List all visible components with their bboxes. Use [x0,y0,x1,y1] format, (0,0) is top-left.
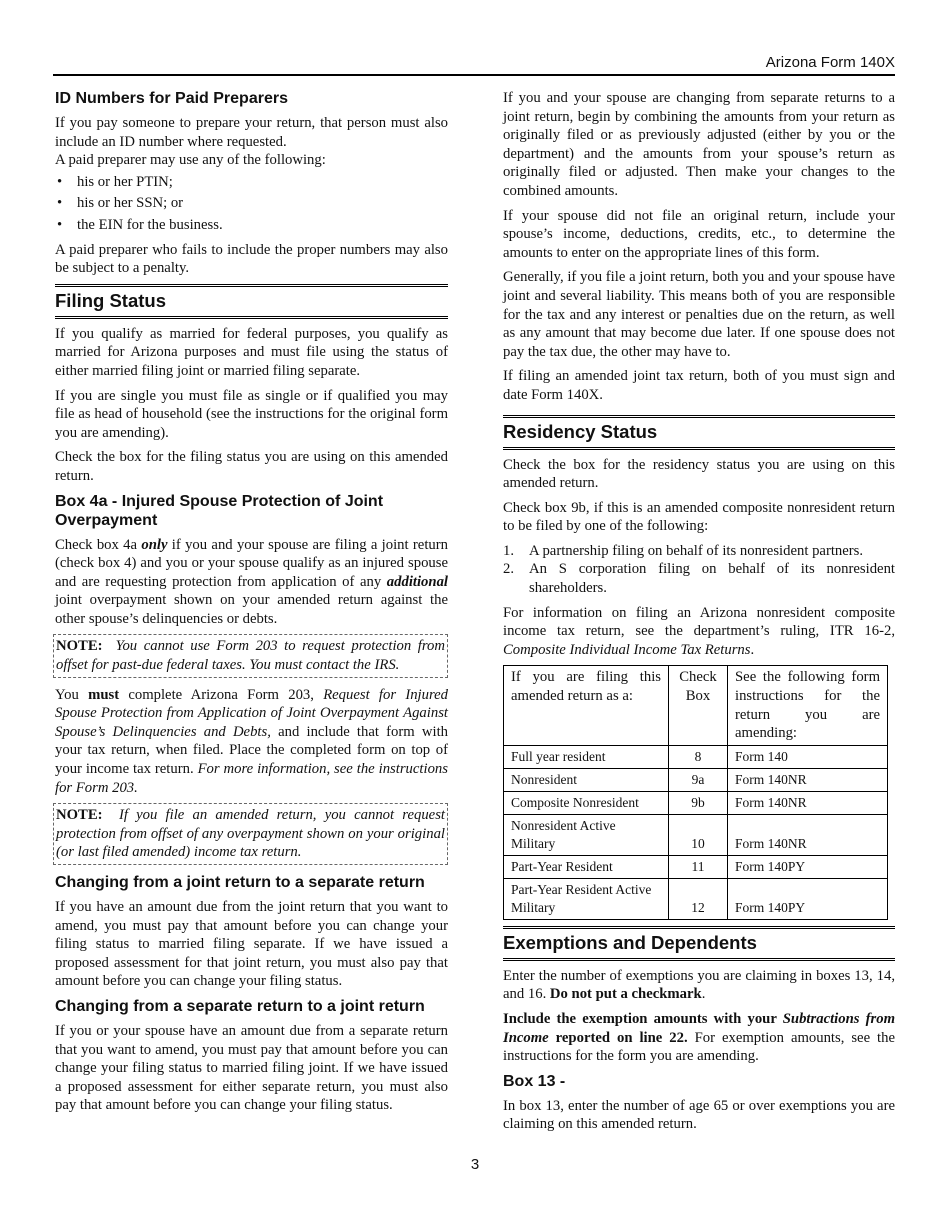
residency-p3: For information on filing an Arizona nonresident composite income tax return, see the department’s ruling, ITR 16-2, Composite Individual Income Tax Returns. [503,604,895,658]
table-row [504,745,888,768]
table-cell: Part-Year Resident Active Military [504,878,669,919]
table-cell: Form 140PY [728,855,888,878]
table-cell: 9a [669,768,728,791]
residency-table [503,665,888,919]
list-item: • his or her PTIN; [57,173,173,190]
joint-to-separate-text: If you have an amount due from the joint return that you want to amend, you must pay that amount before you can change your filing status to married filing separate. If we have issued a proposed assessment for that joint return, you must also pay that amount before you can change your filing status. [55,899,448,990]
box13-text: In box 13, enter the number of age 65 or over exemptions you are claiming on this amended return. [503,1097,895,1133]
table-cell: Form 140NR [728,768,888,791]
table-cell: 11 [669,855,728,878]
list-item: • the EIN for the business. [57,216,223,233]
note-box-amended: NOTE: If you file an amended return, you cannot request protection from offset of any overpayment shown on your original (or last filed amended) income tax return. [53,803,448,865]
joint-cont-p1: If you and your spouse are changing from separate returns to a joint return, begin by combining the amounts from your return as originally filed or as previously adjusted (either by you or the department) and the amounts from your spouse’s return as originally filed or adjusted. Then make your changes to the combined amounts. [503,90,895,199]
filing-status-p1: If you qualify as married for federal purposes, you qualify as married for Arizona purposes and must file using the status of either married filing joint or married filing separate. [55,325,448,379]
table-cell: 9b [669,791,728,814]
exemptions-p1: Enter the number of exemptions you are claiming in boxes 13, 14, and 16. Do not put a checkmark. [503,967,895,1003]
joint-cont-p4: If filing an amended joint tax return, both of you must sign and date Form 140X. [503,368,895,403]
filing-status-heading: Filing Status [55,284,448,319]
table-header-cell: Check Box [669,666,728,745]
list-item: 2. An S corporation filing on behalf of its nonresident shareholders. [503,561,895,597]
table-row [504,768,888,791]
residency-p2: Check box 9b, if this is an amended composite nonresident return to be filed by one of the following: [503,499,895,535]
right-column [503,89,895,1140]
form-title: Arizona Form 140X [765,54,895,71]
preparer-id-list [55,173,448,235]
table-cell: Form 140 [728,745,888,768]
table-row [504,814,888,855]
filing-status-p2: If you are single you must file as single or if qualified you may file as head of household (see the instructions for the original form you are amending). [55,387,448,441]
table-row [504,855,888,878]
separate-to-joint-text: If you or your spouse have an amount due from a separate return that you want to amend, you must pay that amount before you can change your filing status to married filing joint. If we have issued a proposed assessment for either separate return, you must also pay that amount before you can change your filing status. [55,1022,448,1114]
table-cell: Form 140NR [728,814,888,855]
table-cell: Nonresident [504,768,669,791]
table-header-row [504,666,888,745]
separate-to-joint-heading: Changing from a separate return to a joint return [55,997,425,1015]
exemptions-p2: Include the exemption amounts with your Subtractions from Income reported on line 22. For exemption amounts, see the instructions for the form you are amending. [503,1011,895,1065]
note-box-form203: NOTE: You cannot use Form 203 to request protection from offset for past-due federal taxes. You must contact the IRS. [53,634,448,677]
joint-to-separate-heading: Changing from a joint return to a separate return [55,874,425,891]
box4a-p1: Check box 4a only if you and your spouse are filing a joint return (check box 4) and you or your spouse qualify as an injured spouse and are requesting protection from application of any additional joint overpayment shown on your amended return against the other spouse’s delinquencies or debts. [55,536,448,627]
table-cell: 10 [669,814,728,855]
list-item: 1. A partnership filing on behalf of its nonresident partners. [503,542,864,559]
left-column [55,89,448,1121]
box4a-p2: You must complete Arizona Form 203, Request for Injured Spouse Protection from Application of Joint Overpayment Against Spouse’s Delinquencies and Debts, and include that form with your tax return, when filed. Place the completed form on top of your income tax return. For more information, see the instructions for Form 203. [55,686,449,796]
table-cell: Full year resident [504,745,669,768]
table-cell: Form 140NR [728,791,888,814]
residency-status-heading: Residency Status [503,415,895,450]
table-cell: Form 140PY [728,878,888,919]
exemptions-heading: Exemptions and Dependents [503,926,895,961]
id-numbers-list-intro: A paid preparer may use any of the following: [55,152,326,169]
table-cell: Part-Year Resident [504,855,669,878]
table-header-cell: See the following form instructions for the return you are amending: [728,666,888,745]
page-header [53,54,895,76]
id-numbers-penalty: A paid preparer who fails to include the proper numbers may also be subject to a penalty. [55,241,448,277]
joint-cont-p2: If your spouse did not file an original return, include your spouse’s income, deductions, credits, etc., to determine the amounts to enter on the appropriate lines of this form. [503,207,895,261]
table-row [504,791,888,814]
list-item: • his or her SSN; or [57,195,184,212]
id-numbers-intro: If you pay someone to prepare your return, that person must also include an ID number where requested. [55,115,448,150]
table-cell: Composite Nonresident [504,791,669,814]
table-row [504,878,888,919]
table-cell: Nonresident Active Military [504,814,669,855]
table-cell: 12 [669,878,728,919]
composite-filer-list [503,542,895,598]
box13-heading: Box 13 - [503,1072,566,1090]
table-cell: 8 [669,745,728,768]
page-number: 3 [470,1156,480,1173]
id-numbers-heading: ID Numbers for Paid Preparers [55,90,288,107]
joint-cont-p3: Generally, if you file a joint return, both you and your spouse have joint and several liability. This means both of you are responsible for the tax and any interest or penalties due on the return, as well as any amount that may become due later. If one spouse does not pay the tax due, the other may have to. [503,269,895,360]
residency-p1: Check the box for the residency status you are using on this amended return. [503,456,895,492]
table-header-cell: If you are filing this amended return as a: [504,666,669,745]
box4a-heading: Box 4a - Injured Spouse Protection of Joint Overpayment [55,492,384,529]
filing-status-p3: Check the box for the filing status you are using on this amended return. [55,449,448,484]
